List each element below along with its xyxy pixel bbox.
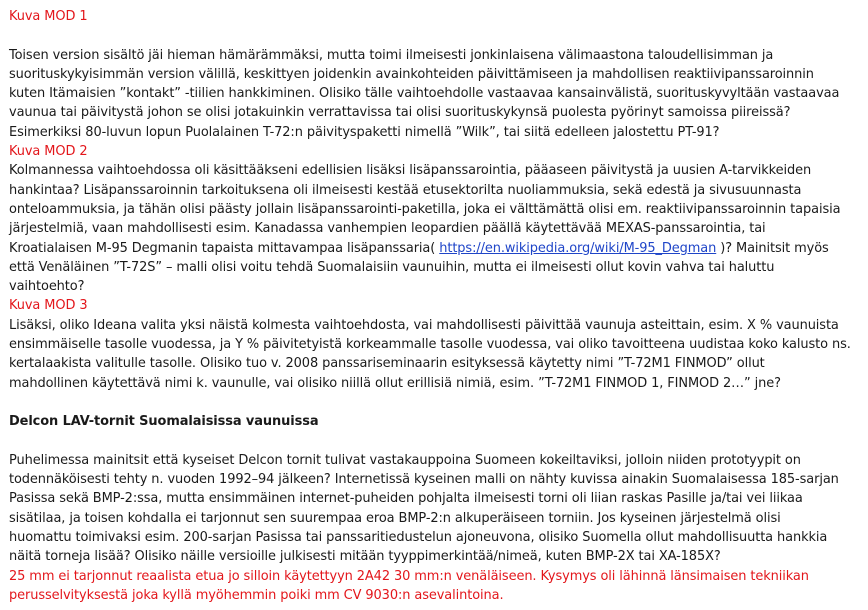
text-line: sisätilaa, ja toisen kohdalla ei tarjonnut sen suurempaa eroa BMP-2:n alkuperäiseen torniin. Jos kyseinen järjestelmä olisi — [9, 510, 781, 526]
blank-line — [9, 26, 861, 45]
blank-line — [9, 393, 861, 412]
text-line: ensimmäiselle tasolle vuodessa, ja Y % päivitetyistä korkeammalle tasolle vuodessa, vai oliko tavoitteena uudistaa koko kalusto ns. — [9, 337, 851, 353]
text-line: mahdollinen käytettävä nimi k. vaunulle, vai olisiko niillä ollut erillisiä nimiä, esim. ”T-72M1 FINMOD 1, FINMOD 2…” jne? — [9, 375, 781, 391]
text-line: Pasissa sekä BMP-2:ssa, mutta ensimmäinen internet-puheiden pohjalta ilmeisesti torni oli liian raskas Pasille ja/tai vei liikaa — [9, 491, 803, 507]
heading-kuva-mod-1: Kuva MOD 1 — [9, 9, 88, 24]
heading-kuva-mod-3: Kuva MOD 3 — [9, 298, 88, 314]
heading-kuva-mod-2: Kuva MOD 2 — [9, 144, 88, 160]
text-line: hankintaa? Lisäpanssaroinnin tarkoituksena oli ilmeisesti kestää etusektorilta nuoliammuksia, sekä edestä ja sivusuunnasta — [9, 182, 802, 198]
text-line: näitä torneja lisää? Olisiko näille versioille julkisesti mitään tyyppimerkintää/nimeä, kuten BMP-2X tai XA-185X? — [9, 549, 721, 565]
document-body — [9, 7, 861, 605]
link-suffix-text: )? Mainitsit myös — [716, 240, 829, 256]
text-line: kuten Itämaisien ”kontakt” -tiilien hankkiminen. Olisiko tälle vaihtoehdolle vastaavaa kansainvälistä, suorituskyvyltään vastaavaa — [9, 86, 840, 102]
answer-red-text — [9, 567, 861, 606]
text-line: huomattu toimivaksi esim. 200-sarjan Pasissa tai panssaritiedustelun ajoneuvona, olisiko Suomella ollut mahdollisuutta hankkia — [9, 530, 828, 546]
text-line: Puhelimessa mainitsit että kyseiset Delcon tornit tulivat vastakauppoina Suomeen kokeiltaviksi, jolloin niiden prototyypit on — [9, 452, 801, 468]
text-line: todennäköisesti tehty n. vuoden 1992–94 jälkeen? Internetissä kyseinen malli on nähty kuvissa ainakin Suomalaisessa 185-sarjan — [9, 472, 839, 488]
blank-line — [9, 432, 861, 451]
text-line-with-link — [9, 239, 861, 258]
text-line: Toisen version sisältö jäi hieman hämärämmäksi, mutta toimi ilmeisesti jonkinlaisena välimaastona taloudellisimman ja — [9, 47, 774, 63]
text-line: suorituskykyisimmän version välillä, keskittyen joidenkin avainkohteiden päivittämiseen ja mahdollisen reaktiivipanssaroinnin — [9, 66, 814, 82]
link-prefix-text: Kroatialaisen M-95 Degmanin tapaista mittavampaa lisäpanssaria( — [9, 240, 440, 256]
text-line: järjestelmiä, vaan mahdollisesti esim. Kanadassa vanhempien leopardien päällä käytettävää MEXAS-panssarointia, tai — [9, 221, 766, 237]
text-line: kertalaakista valitulle tasolle. Olisiko tuo v. 2008 panssariseminaarin esityksessä käytetty nimi ”T-72M1 FINMOD” ollut — [9, 356, 765, 372]
answer-line: 25 mm ei tarjonnut reaalista etua jo silloin käytettyyn 2A42 30 mm:n venäläiseen. Kysymys oli lähinnä länsimaisen tekniikan — [9, 568, 809, 584]
text-line: Lisäksi, oliko Ideana valita yksi näistä kolmesta vaihtoehdosta, vai mahdollisesti päivittää vaunuja asteittain, esim. X % vaunuista — [9, 317, 839, 333]
text-line: vaunua tai päivitystä johon se olisi jotakuinkin verrattavissa tai olisi suorituskykynsä puolesta pyörinyt samoissa piireissä? — [9, 105, 791, 121]
wikipedia-m95-degman-link[interactable]: https://en.wikipedia.org/wiki/M-95_Degman — [439, 240, 717, 256]
text-line: onteloammuksia, ja tähän olisi päästy jollain lisäpanssarointi-paketilla, joka ei välttämättä olisi em. reaktiivipanssaroinnin tapaisia — [9, 201, 841, 217]
text-line: että Venäläinen ”T-72S” – malli olisi voitu tehdä Suomalaisiin vaunuihin, mutta ei ilmeisesti ollut kovin vahva tai haluttu — [9, 259, 775, 275]
answer-line: perusselvityksestä joka kyllä myöhemmin poiki mm CV 9030:n asevalintoina. — [9, 587, 504, 603]
text-line: Esimerkiksi 80-luvun lopun Puolalainen T-72:n päivityspaketti nimellä ”Wilk”, tai siitä edelleen jalostettu PT-91? — [9, 124, 720, 140]
section-title-delcon: Delcon LAV-tornit Suomalaisissa vaunuissa — [9, 414, 319, 430]
text-line: Kolmannessa vaihtoehdossa oli käsittääkseni edellisien lisäksi lisäpanssarointia, pääaseen päivitystä ja uusien A-tarvikkeiden — [9, 163, 812, 179]
paragraph-mod-3-description — [9, 161, 861, 296]
paragraph-upgrade-schedule — [9, 316, 861, 393]
paragraph-mod-2-description — [9, 46, 861, 142]
text-line: vaihtoehto? — [9, 279, 85, 295]
paragraph-delcon-turrets — [9, 451, 861, 567]
